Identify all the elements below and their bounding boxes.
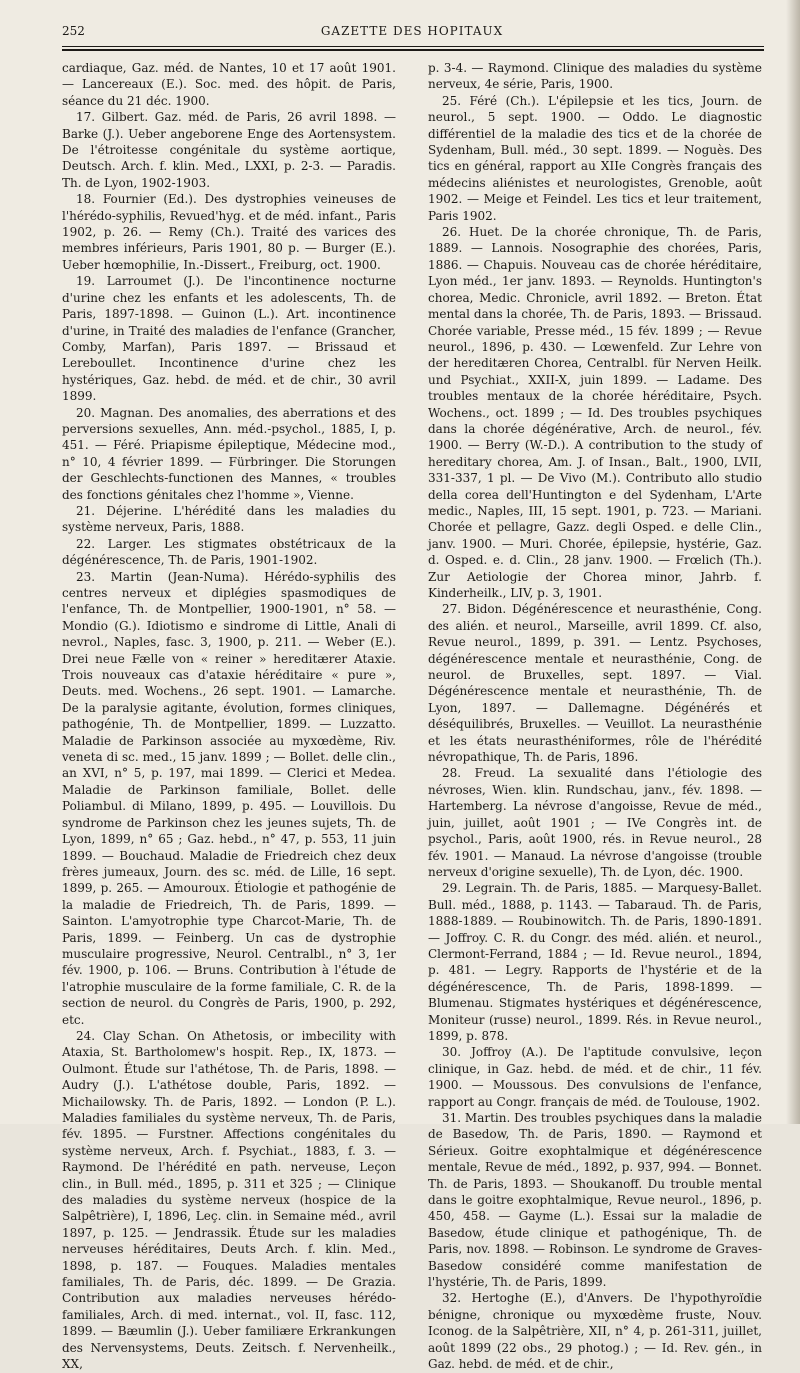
reference-paragraph: 27. Bidon. Dégénérescence et neurasthénie, Cong. des alién. et neurol., Marseille, avril 1899. Cf. also, Revue neurol., 1899, p. 391. — Lentz. Psychoses, dégénérescence mentale et neurasthénie, Cong. de neurol. de Bruxelles, sept. 1897. — Vial. Dégénérescence mentale et neurasthénie, Th. de Lyon, 1897. — Dallemagne. Dégénérés et déséquilibrés, Bruxelles. — Veuillot. La neurasthénie et les états neurasthéniformes, rôle de l'hérédité névropathique, Th. de Paris, 1896.: [428, 602, 762, 765]
reference-paragraph: 25. Féré (Ch.). L'épilepsie et les tics, Journ. de neurol., 5 sept. 1900. — Oddo. Le diagnostic différentiel de la maladie des tics et de la chorée de Sydenham, Bull. méd., 30 sept. 1899. — Noguès. Des tics en général, rapport au XIIe Congrès français des médecins aliénistes et neurologistes, Grenoble, août 1902. — Meige et Feindel. Les tics et leur traitement, Paris 1902.: [428, 93, 762, 223]
reference-paragraph: 22. Larger. Les stigmates obstétricaux de la dégénérescence, Th. de Paris, 1901-1902.: [62, 536, 396, 568]
page-header: [62, 20, 762, 44]
reference-paragraph: 19. Larroumet (J.). De l'incontinence nocturne d'urine chez les enfants et les adolescents, Th. de Paris, 1897-1898. — Guinon (L.). Art. incontinence d'urine, in Traité des maladies de l'enfance (Grancher, Comby, Marfan), Paris 1897. — Brissaud et Lereboullet. Incontinence d'urine chez les hystériques, Gaz. hebd. de méd. et de chir., 30 avril 1899.: [62, 274, 396, 404]
reference-paragraph: p. 3-4. — Raymond. Clinique des maladies du système nerveux, 4e série, Paris, 1900.: [428, 61, 762, 92]
reference-paragraph: 31. Martin. Des troubles psychiques dans la maladie de Basedow, Th. de Paris, 1890. — Raymond et Sérieux. Goitre exophtalmique et dégénérescence mentale, Revue de méd., 1892, p. 937, 994. — Bonnet. Th. de Paris, 1893. — Shoukanoff. Du trouble mental dans le goitre exophtalmique, Revue neurol., 1896, p. 450, 458. — Gayme (L.). Essai sur la maladie de Basedow, étude clinique et pathogénique, Th. de Paris, nov. 1898. — Robinson. Le syndrome de Graves-Basedow considéré comme manifestation de l'hystérie, Th. de Paris, 1899.: [428, 1111, 762, 1290]
reference-paragraph: 24. Clay Schan. On Athetosis, or imbecility with Ataxia, St. Bartholomew's hospit. Rep., IX, 1873. — Oulmont. Étude sur l'athétose, Th. de Paris, 1898. — Audry (J.). L'athétose double, Paris, 1892. — Michailowsky. Th. de Paris, 1892. — London (P. L.). Maladies familiales du système nerveux, Th. de Paris, fév. 1895. — Furstner. Affections congénitales du système nerveux, Arch. f. Psychiat., 1883, f. 3. — Raymond. De l'hérédité en path. nerveuse, Leçon clin., in Bull. méd., 1895, p. 311 et 325 ; — Clinique des maladies du système nerveux (hospice de la Salpêtrière), I, 1896, Leç. clin. in Semaine méd., avril 1897, p. 125. — Jendrassik. Étude sur les maladies nerveuses héréditaires, Deuts Arch. f. klin. Med., 1898, p. 187. — Fouques. Maladies mentales familiales, Th. de Paris, déc. 1899. — De Grazia. Contribution aux maladies nerveuses hérédo-familiales, Arch. di med. internat., vol. II, fasc. 112, 1899. — Bæumlin (J.). Ueber familiære Erkrankungen des Nervensystems, Deuts. Zeitsch. f. Nervenheilk., XX,: [62, 1028, 396, 1372]
reference-paragraph: 28. Freud. La sexualité dans l'étiologie des névroses, Wien. klin. Rundschau, janv., fév. 1898. — Hartemberg. La névrose d'angoisse, Revue de méd., juin, juillet, août 1901 ; — IVe Congrès int. de psychol., Paris, août 1900, rés. in Revue neurol., 28 fév. 1901. — Manaud. La névrose d'angoisse (trouble nerveux d'origine sexuelle), Th. de Lyon, déc. 1900.: [428, 766, 762, 879]
reference-paragraph: 23. Martin (Jean-Numa). Hérédo-syphilis des centres nerveux et diplégies spasmodiques de l'enfance, Th. de Montpellier, 1900-1901, n° 58. — Mondio (G.). Idiotismo e sindrome di Little, Anali di nevrol., Naples, fasc. 3, 1900, p. 211. — Weber (E.). Drei neue Fælle von « reiner » hereditærer Ataxie. Trois nouveaux cas d'ataxie héréditaire « pure », Deuts. med. Wochens., 26 sept. 1901. — Lamarche. De la paralysie agitante, évolution, formes cliniques, pathogénie, Th. de Montpellier, 1899. — Luzzatto. Maladie de Parkinson associée au myxœdème, Riv. veneta di sc. med., 15 janv. 1899 ; — Bollet. delle clin., an XVI, n° 5, p. 197, mai 1899. — Clerici et Medea. Maladie de Parkinson familiale, Bollet. delle Poliambul. di Milano, 1899, p. 495. — Louvillois. Du syndrome de Parkinson chez les jeunes sujets, Th. de Lyon, 1899, n° 65 ; Gaz. hebd., n° 47, p. 553, 11 juin 1899. — Bouchaud. Maladie de Friedreich chez deux frères jumeaux, Journ. des sc. méd. de Lille, 16 sept. 1899, p. 265. — Amouroux. Étiologie et pathogénie de la maladie de Friedreich, Th. de Paris, 1899. — Sainton. L'amyotrophie type Charcot-Marie, Th. de Paris, 1899. — Feinberg. Un cas de dystrophie musculaire progressive, Neurol. Centralbl., n° 3, 1er fév. 1900, p. 106. — Bruns. Contribution à l'étude de l'atrophie musculaire de la forme familiale, C. R. de la section de neurol. du Congrès de Paris, 1900, p. 292, etc.: [62, 569, 396, 1027]
left-column: [62, 60, 396, 1372]
running-title: GAZETTE DES HOPITAUX: [320, 24, 504, 38]
reference-paragraph: cardiaque, Gaz. méd. de Nantes, 10 et 17 août 1901. — Lancereaux (E.). Soc. med. des hôpit. de Paris, séance du 21 déc. 1900.: [62, 61, 396, 108]
reference-paragraph: 21. Déjerine. L'hérédité dans les maladies du système nerveux, Paris, 1888.: [62, 503, 396, 535]
page-number: 252: [62, 24, 85, 38]
reference-paragraph: 32. Hertoghe (E.), d'Anvers. De l'hypothyroïdie bénigne, chronique ou myxœdème fruste, Nouv. Iconog. de la Salpêtrière, XII, n° 4, p. 261-311, juillet, août 1899 (22 obs., 29 photog.) ; — Id. Rev. gén., in Gaz. hebd. de méd. et de chir.,: [428, 1291, 762, 1372]
header-rule-thick: [62, 49, 764, 51]
reference-paragraph: 20. Magnan. Des anomalies, des aberrations et des perversions sexuelles, Ann. méd.-psychol., 1885, I, p. 451. — Féré. Priapisme épileptique, Médecine mod., n° 10, 4 février 1899. — Fürbringer. Die Storungen der Geschlechts-functionen des Mannes, « troubles des fonctions génitales chez l'homme », Vienne.: [62, 405, 396, 502]
reference-paragraph: 17. Gilbert. Gaz. méd. de Paris, 26 avril 1898. — Barke (J.). Ueber angeborene Enge des Aortensystem. De l'étroitesse congénitale du système aortique, Deutsch. Arch. f. klin. Med., LXXI, p. 2-3. — Paradis. Th. de Lyon, 1902-1903.: [62, 110, 396, 190]
reference-paragraph: 18. Fournier (Ed.). Des dystrophies veineuses de l'hérédo-syphilis, Revued'hyg. et de méd. infant., Paris 1902, p. 26. — Remy (Ch.). Traité des varices des membres inférieurs, Paris 1901, 80 p. — Burger (E.). Ueber hœmophilie, In.-Dissert., Freiburg, oct. 1900.: [62, 192, 396, 272]
reference-paragraph: 30. Joffroy (A.). De l'aptitude convulsive, leçon clinique, in Gaz. hebd. de méd. et de chir., 11 fév. 1900. — Moussous. Des convulsions de l'enfance, rapport au Congr. français de méd. de Toulouse, 1902.: [428, 1045, 762, 1109]
reference-paragraph: 29. Legrain. Th. de Paris, 1885. — Marquesy-Ballet. Bull. méd., 1888, p. 1143. — Tabaraud. Th. de Paris, 1888-1889. — Roubinowitch. Th. de Paris, 1890-1891. — Joffroy. C. R. du Congr. des méd. alién. et neurol., Clermont-Ferrand, 1884 ; — Id. Revue neurol., 1894, p. 481. — Legry. Rapports de l'hystérie et de la dégénérescence, Th. de Paris, 1898-1899. — Blumenau. Stigmates hystériques et dégénérescence, Moniteur (russe) neurol., 1899. Rés. in Revue neurol., 1899, p. 878.: [428, 881, 762, 1043]
header-rule: [62, 46, 764, 47]
right-column: [428, 60, 762, 1372]
page-edge-shadow: [786, 0, 800, 1124]
reference-paragraph: 26. Huet. De la chorée chronique, Th. de Paris, 1889. — Lannois. Nosographie des chorées, Paris, 1886. — Chapuis. Nouveau cas de chorée héréditaire, Lyon méd., 1er janv. 1893. — Reynolds. Huntington's chorea, Medic. Chronicle, avril 1892. — Breton. État mental dans la chorée, Th. de Paris, 1893. — Brissaud. Chorée variable, Presse méd., 15 fév. 1899 ; — Revue neurol., 1896, p. 430. — Lœwenfeld. Zur Lehre von der hereditæren Chorea, Centralbl. für Nerven Heilk. und Psychiat., XXII-X, juin 1899. — Ladame. Des troubles mentaux de la chorée héréditaire, Psych. Wochens., oct. 1899 ; — Id. Des troubles psychiques dans la chorée dégénérative, Arch. de neurol., fév. 1900. — Berry (W.-D.). A contribution to the study of hereditary chorea, Am. J. of Insan., Balt., 1900, LVII, 331-337, 1 pl. — De Vivo (M.). Contributo allo studio della corea dell'Huntington e del Sydenham, L'Arte medic., Naples, III, 15 sept. 1901, p. 723. — Mariani. Chorée et pellagre, Gazz. degli Osped. e delle Clin., janv. 1900. — Muri. Chorée, épilepsie, hystérie, Gaz. d. Osped. e. d. Clin., 28 janv. 1900. — Frœlich (Th.). Zur Aetiologie der Chorea minor, Jahrb. f. Kinderheilk., LIV, p. 3, 1901.: [428, 225, 762, 600]
